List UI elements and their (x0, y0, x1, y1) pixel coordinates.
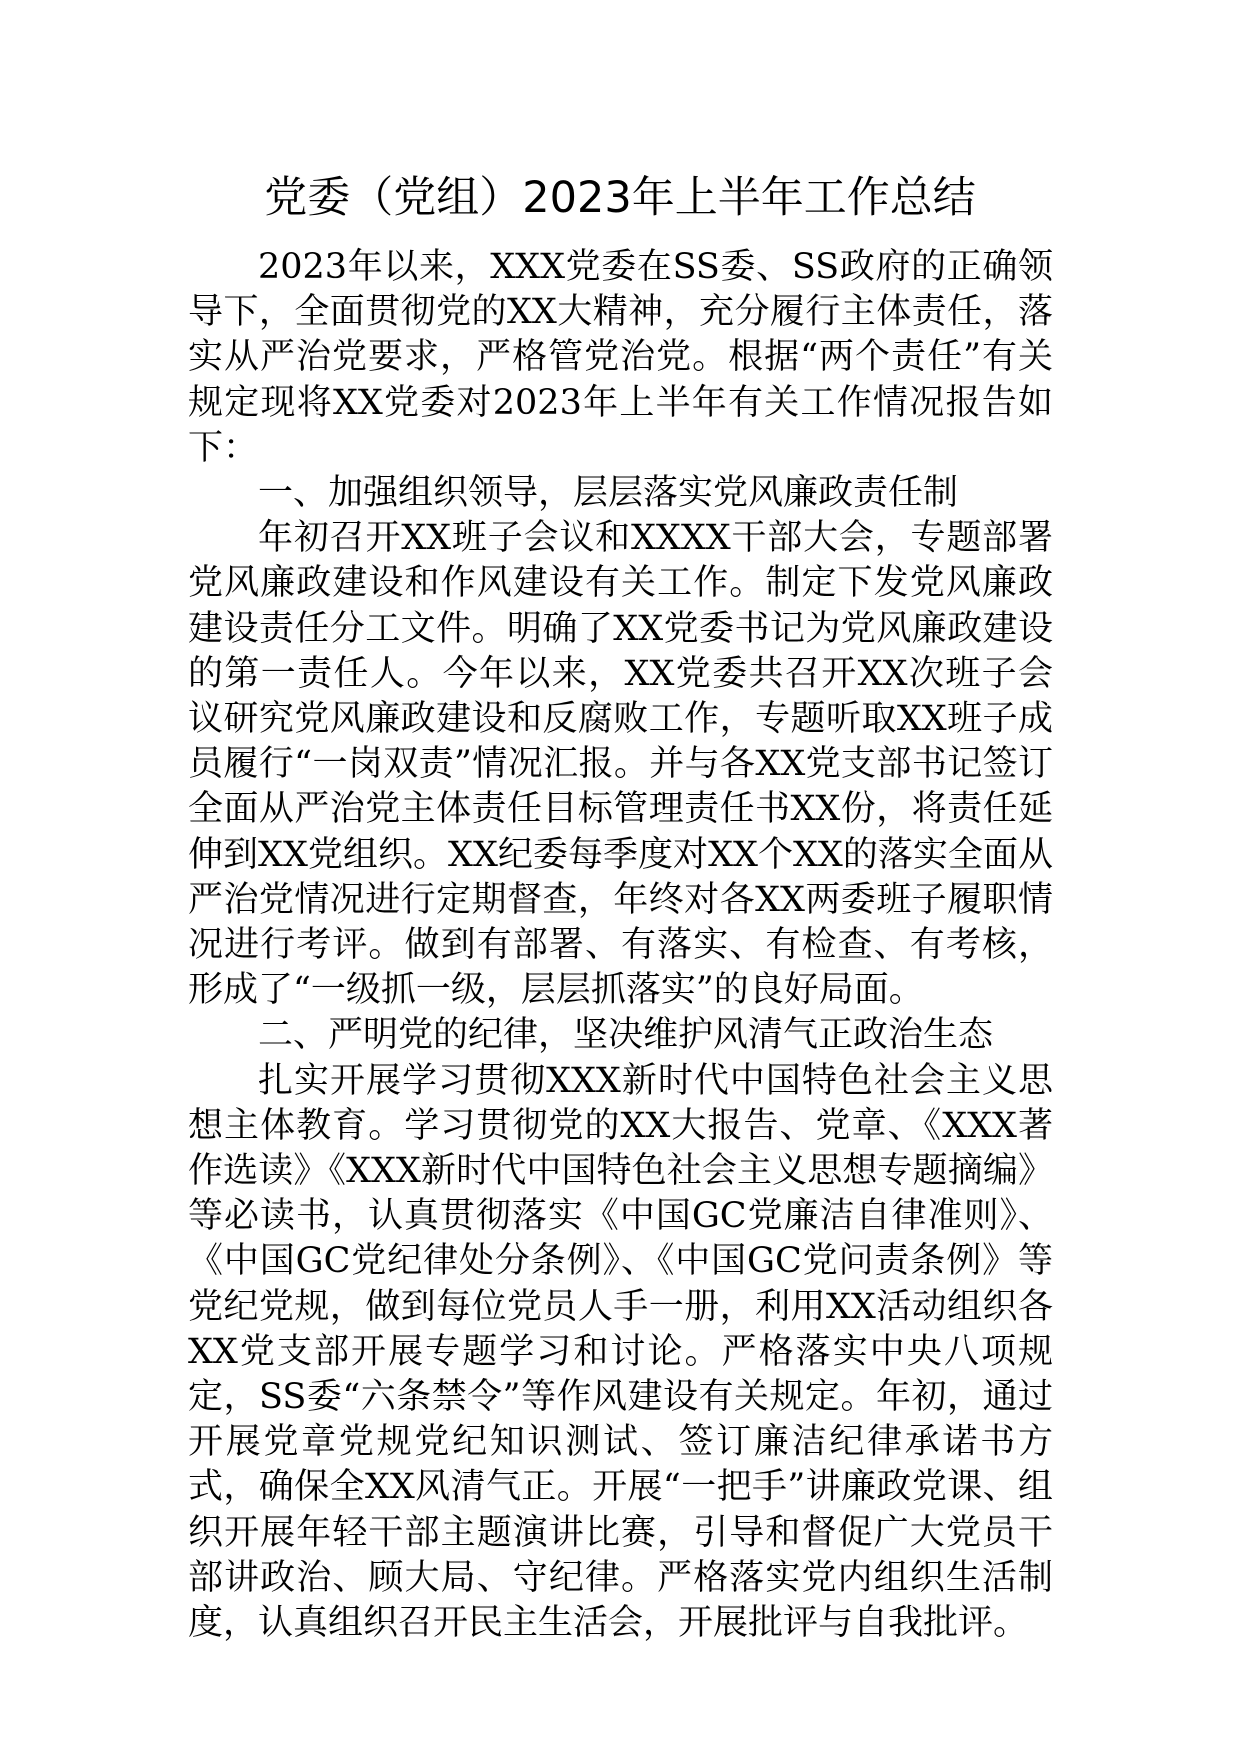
section-paragraph-2: 扎实开展学习贯彻XXX新时代中国特色社会主义思想主体教育。学习贯彻党的XX大报告、党章、《XXX著作选读》《XXX新时代中国特色社会主义思想专题摘编》等必读书，认真贯彻落实《中国GC党廉洁自律准则》、《中国GC党纪律处分条例》、《中国GC党问责条例》等党纪党规，做到每位党员人手一册，利用XX活动组织各XX党支部开展专题学习和讨论。严格落实中央八项规定，SS委“六条禁令”等作风建设有关规定。年初，通过开展党章党规党纪知识测试、签订廉洁纪律承诺书方式，确保全XX风清气正。开展“一把手”讲廉政党课、组织开展年轻干部主题演讲比赛，引导和督促广大党员干部讲政治、顾大局、守纪律。严格落实党内组织生活制度，认真组织召开民主生活会，开展批评与自我批评。 (188, 1060, 1053, 1644)
document-body (188, 245, 1053, 1646)
section-heading-1: 一、加强组织领导，层层落实党风廉政责任制 (258, 473, 959, 514)
intro-paragraph: 2023年以来，XXX党委在SS委、SS政府的正确领导下，全面贯彻党的XX大精神，充分履行主体责任，落实从严治党要求，严格管党治党。根据“两个责任”有关规定现将XX党委对2023年上半年有关工作情况报告如下： (188, 247, 1053, 468)
section-paragraph-1: 年初召开XX班子会议和XXXX干部大会，专题部署党风廉政建设和作风建设有关工作。制定下发党风廉政建设责任分工文件。明确了XX党委书记为党风廉政建设的第一责任人。今年以来，XX党委共召开XX次班子会议研究党风廉政建设和反腐败工作，专题听取XX班子成员履行“一岗双责”情况汇报。并与各XX党支部书记签订全面从严治党主体责任目标管理责任书XX份，将责任延伸到XX党组织。XX纪委每季度对XX个XX的落实全面从严治党情况进行定期督查，年终对各XX两委班子履职情况进行考评。做到有部署、有落实、有检查、有考核，形成了“一级抓一级，层层抓落实”的良好局面。 (188, 518, 1053, 1011)
section-heading-2: 二、严明党的纪律，坚决维护风清气正政治生态 (258, 1015, 994, 1056)
document-title: 党委（党组）2023年上半年工作总结 (264, 173, 976, 223)
